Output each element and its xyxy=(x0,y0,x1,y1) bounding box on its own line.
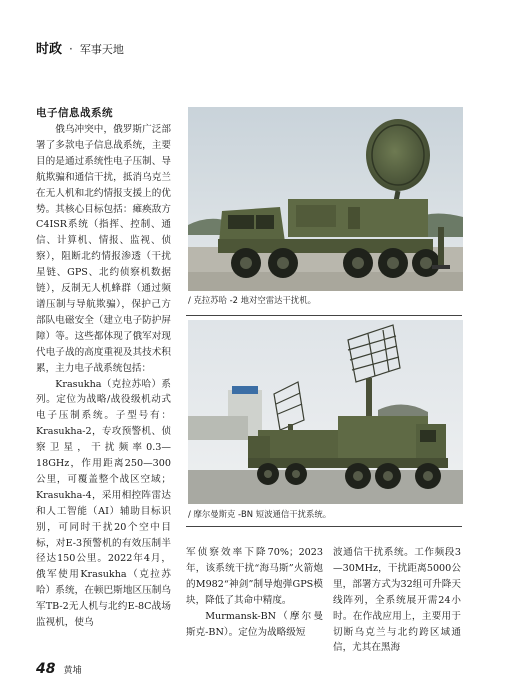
paragraph-krasukha-cont: 军侦察效率下降70%；2023年，该系统干扰“海马斯”火箭炮的M982“神剑”制导炮弹GPS模块，降低了其命中精度。 xyxy=(186,547,323,606)
paragraph-murmansk: Murmansk-BN（摩尔曼斯克-BN）。定位为战略级短 xyxy=(186,610,323,638)
divider-rule xyxy=(186,526,462,527)
murmansk-photo xyxy=(188,320,463,504)
section-label: 时政 xyxy=(36,42,63,57)
page-number: 48 xyxy=(36,661,56,677)
page-footer xyxy=(36,661,82,677)
article-section-title: 电子信息战系统 xyxy=(36,107,113,119)
header-separator: · xyxy=(69,42,73,56)
magazine-name: 黄埔 xyxy=(63,666,82,676)
paragraph-intro: 俄乌冲突中，俄罗斯广泛部署了多款电子信息战系统，主要目的是通过系统性电子压制、导航欺骗和通信干扰，抵消乌克兰在无人机和北约情报支援上的优势。其核心目标包括：瘫痪敌方C4ISR系统（指挥、控制、通信、计算机、情报、监视、侦察），阻断北约情报渗透（干扰星链、GPS、北约侦察机数据链），反制无人机蜂群（通过频谱压制与导航欺骗），保护己方部队电磁安全（建立电子防护屏障）等。这些都体现了俄军对现代电子战的高度重视及其技术积累，主力电子战系统包括： xyxy=(36,124,171,374)
photo-caption-krasukha: / 克拉苏哈 -2 地对空雷达干扰机。 xyxy=(188,295,317,305)
page-header xyxy=(36,38,484,57)
radar-jammer-truck-photo xyxy=(188,107,463,291)
paragraph-krasukha: Krasukha（克拉苏哈）系列。定位为战略/战役级机动式电子压制系统。子型号有：Krasukha-2，专攻预警机、侦察卫星，干扰频率0.3—18GHz，作用距离250—300公里，可覆盖整个战区空域；Krasukha-4，采用相控阵雷达和人工智能（AI）辅助目标识别，可同时干扰20个空中目标，对E-3预警机的有效压制半径达150公里。2022年4月，俄军使用Krasukha（克拉苏哈）系统，在顿巴斯地区压制乌军TB-2无人机与北约E-8C战场监视机，使乌 xyxy=(36,378,171,629)
divider-rule xyxy=(186,315,462,316)
left-text-column xyxy=(36,122,171,631)
photo-caption-murmansk: / 摩尔曼斯克 -BN 短波通信干扰系统。 xyxy=(188,509,332,519)
paragraph-murmansk-cont: 波通信干扰系统。工作频段3—30MHz，干扰距离5000公里，部署方式为32组可升降天线阵列，全系统展开需24小时。在作战应用上，主要用于切断乌克兰与北约跨区域通信，尤其在黑海 xyxy=(333,547,461,654)
antenna-array-truck-photo xyxy=(188,320,463,504)
subsection-label: 军事天地 xyxy=(79,43,124,56)
middle-text-column xyxy=(186,545,323,640)
krasukha-photo xyxy=(188,107,463,291)
right-text-column xyxy=(333,545,461,656)
